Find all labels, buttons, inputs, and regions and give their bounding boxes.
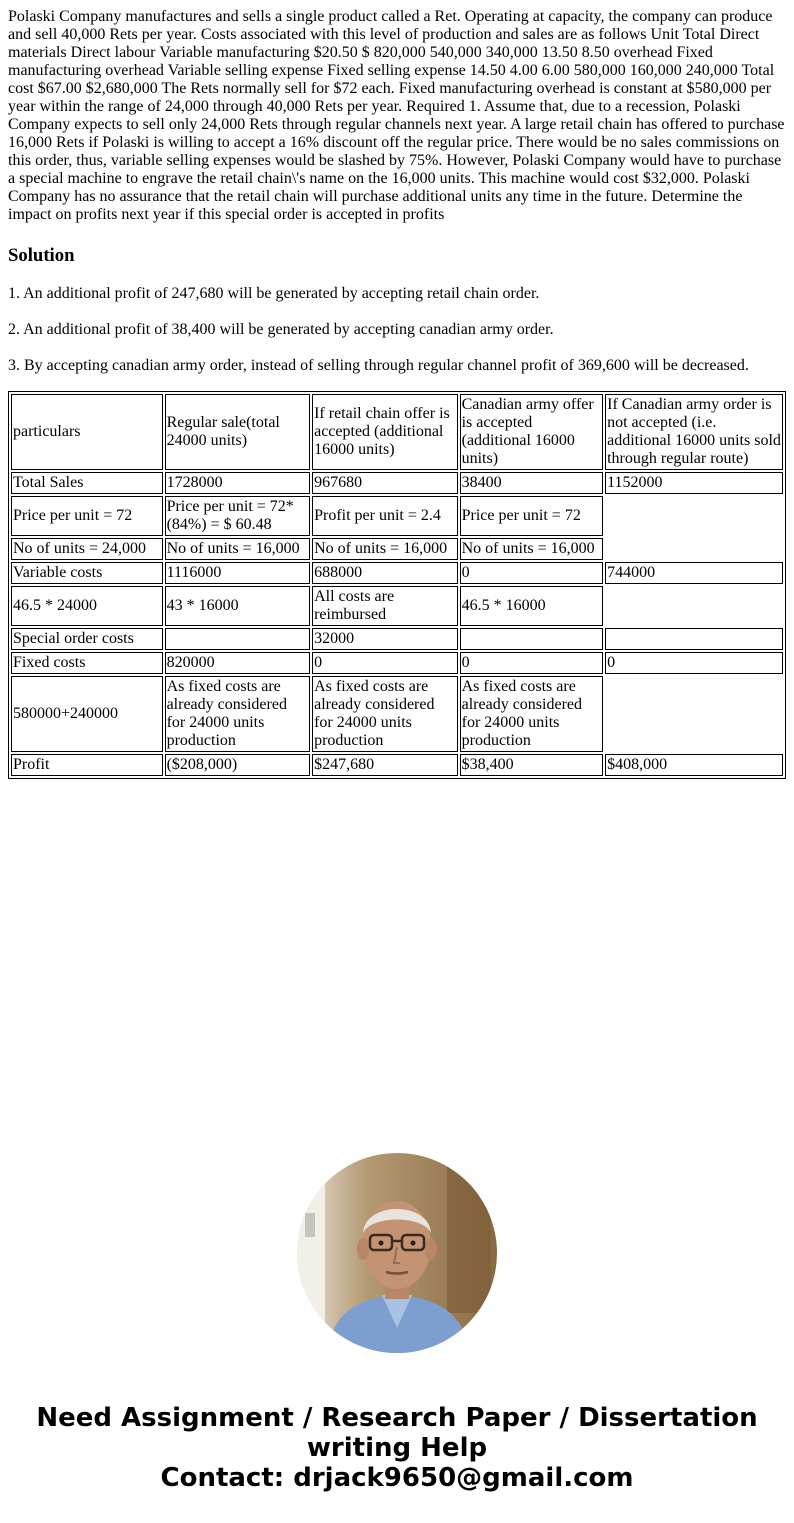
table-cell: $38,400 bbox=[460, 754, 604, 776]
table-cell: Profit bbox=[11, 754, 163, 776]
header-cell: particulars bbox=[11, 394, 163, 470]
table-cell: 46.5 * 16000 bbox=[460, 586, 604, 626]
table-row bbox=[11, 676, 783, 752]
table-cell: Price per unit = 72 bbox=[11, 496, 163, 536]
table-cell-empty bbox=[605, 538, 783, 560]
table-cell: No of units = 16,000 bbox=[312, 538, 458, 560]
table-row bbox=[11, 496, 783, 536]
answer-2: 2. An additional profit of 38,400 will be generated by accepting canadian army order. bbox=[8, 321, 554, 338]
solution-heading: Solution bbox=[8, 245, 75, 266]
table-cell: 688000 bbox=[312, 562, 458, 584]
table-cell: No of units = 16,000 bbox=[165, 538, 311, 560]
table-row bbox=[11, 538, 783, 560]
table-cell: 0 bbox=[605, 652, 783, 674]
table-cell: 0 bbox=[460, 562, 604, 584]
table-cell: 43 * 16000 bbox=[165, 586, 311, 626]
table-cell bbox=[165, 628, 311, 650]
table-row bbox=[11, 754, 783, 776]
table-cell: Variable costs bbox=[11, 562, 163, 584]
header-cell: If Canadian army order is not accepted (i.e. additional 16000 units sold through regular route) bbox=[605, 394, 783, 470]
table-cell: Price per unit = 72 bbox=[460, 496, 604, 536]
table-row bbox=[11, 472, 783, 494]
table-cell: As fixed costs are already considered for 24000 units production bbox=[312, 676, 458, 752]
footer-contact-text: Contact: drjack9650@gmail.com bbox=[160, 1463, 634, 1493]
table-cell: 1152000 bbox=[605, 472, 783, 494]
table-cell: 580000+240000 bbox=[11, 676, 163, 752]
header-cell: If retail chain offer is accepted (additional 16000 units) bbox=[312, 394, 458, 470]
table-row bbox=[11, 628, 783, 650]
table-header-row bbox=[11, 394, 783, 470]
table-cell: $408,000 bbox=[605, 754, 783, 776]
table-cell: 32000 bbox=[312, 628, 458, 650]
header-cell: Regular sale(total 24000 units) bbox=[165, 394, 311, 470]
author-avatar bbox=[297, 1153, 497, 1353]
table-cell bbox=[605, 628, 783, 650]
solution-table bbox=[8, 391, 786, 779]
table-cell: As fixed costs are already considered for 24000 units production bbox=[460, 676, 604, 752]
table-cell: Special order costs bbox=[11, 628, 163, 650]
table-cell: 0 bbox=[460, 652, 604, 674]
answer-3: 3. By accepting canadian army order, instead of selling through regular channel profit of 369,600 will be decreased. bbox=[8, 357, 749, 374]
table-cell-empty bbox=[605, 496, 783, 536]
answer-1: 1. An additional profit of 247,680 will be generated by accepting retail chain order. bbox=[8, 285, 540, 302]
table-cell: No of units = 24,000 bbox=[11, 538, 163, 560]
table-cell: Total Sales bbox=[11, 472, 163, 494]
table-cell: 967680 bbox=[312, 472, 458, 494]
table-cell: Profit per unit = 2.4 bbox=[312, 496, 458, 536]
table-cell: Fixed costs bbox=[11, 652, 163, 674]
table-cell: No of units = 16,000 bbox=[460, 538, 604, 560]
table-cell: 38400 bbox=[460, 472, 604, 494]
table-cell: All costs are reimbursed bbox=[312, 586, 458, 626]
table-row bbox=[11, 586, 783, 626]
table-cell: ($208,000) bbox=[165, 754, 311, 776]
table-cell: 1116000 bbox=[165, 562, 311, 584]
table-cell: 0 bbox=[312, 652, 458, 674]
table-cell: Price per unit = 72*(84%) = $ 60.48 bbox=[165, 496, 311, 536]
table-cell bbox=[460, 628, 604, 650]
table-cell: 820000 bbox=[165, 652, 311, 674]
table-cell-empty bbox=[605, 586, 783, 626]
footer-help-text: Need Assignment / Research Paper / Dissertation writing Help bbox=[36, 1403, 758, 1463]
footer-banner bbox=[0, 1403, 794, 1493]
header-cell: Canadian army offer is accepted (additional 16000 units) bbox=[460, 394, 604, 470]
table-cell: $247,680 bbox=[312, 754, 458, 776]
table-cell: 1728000 bbox=[165, 472, 311, 494]
question-text: Polaski Company manufactures and sells a single product called a Ret. Operating at capacity, the company can produce and sell 40,000 Rets per year. Costs associated with this level of production and sales are as follows Unit Total Direct materials Direct labour Variable manufacturing $20.50 $ 820,000 540,000 340,000 13.50 8.50 overhead Fixed manufacturing overhead Variable selling expense Fixed selling expense 14.50 4.00 6.00 580,000 160,000 240,000 Total cost $67.00 $2,680,000 The Rets normally sell for $72 each. Fixed manufacturing overhead is constant at $580,000 per year within the range of 24,000 through 40,000 Rets per year. Required 1. Assume that, due to a recession, Polaski Company expects to sell only 24,000 Rets through regular channels next year. A large retail chain has offered to purchase 16,000 Rets if Polaski is willing to accept a 16% discount off the regular price. There would be no sales commissions on this order, thus, variable selling expenses would be slashed by 75%. However, Polaski Company would have to purchase a special machine to engrave the retail chain\'s name on the 16,000 units. This machine would cost $32,000. Polaski Company has no assurance that the retail chain will purchase additional units any time in the future. Determine the impact on profits next year if this special order is accepted in profits bbox=[8, 8, 785, 223]
table-row bbox=[11, 562, 783, 584]
table-cell: 46.5 * 24000 bbox=[11, 586, 163, 626]
table-row bbox=[11, 652, 783, 674]
table-cell: 744000 bbox=[605, 562, 783, 584]
table-cell-empty bbox=[605, 676, 783, 752]
table-cell: As fixed costs are already considered for 24000 units production bbox=[165, 676, 311, 752]
